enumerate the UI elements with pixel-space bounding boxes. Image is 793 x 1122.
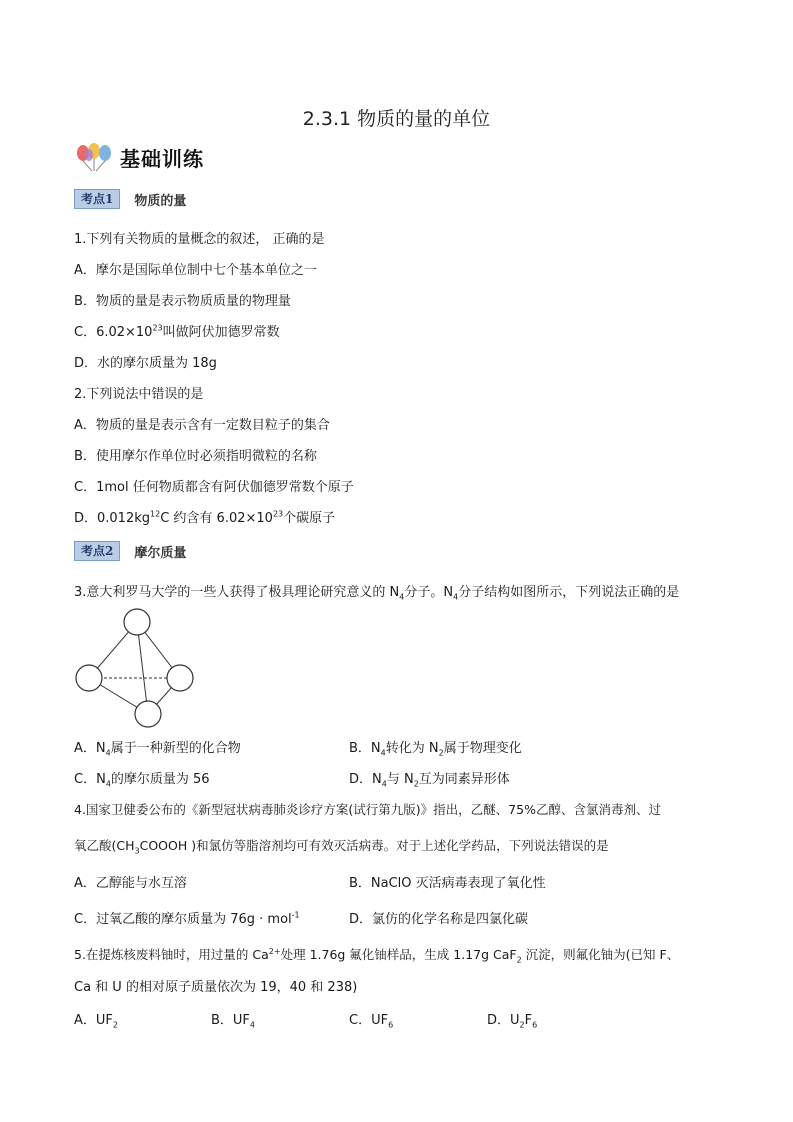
- text: 处理 1.76g 氟化铀样品，生成 1.17g CaF: [280, 947, 517, 962]
- q4-stem-line2: [74, 836, 609, 856]
- text: C．UF: [349, 1013, 389, 1028]
- n4-molecule-diagram: [72, 608, 198, 730]
- text: 3.意大利罗马大学的一些人获得了极具理论研究意义的 N: [74, 585, 400, 600]
- sup: 23: [272, 509, 284, 519]
- text: 分子结构如图所示，下列说法正确的是: [458, 585, 680, 600]
- text: 转化为 N: [385, 741, 439, 756]
- atom: [124, 609, 150, 635]
- text: 叫做阿伏加德罗常数: [162, 325, 280, 340]
- q2-option-d: [74, 507, 335, 526]
- sub: 2: [413, 779, 419, 789]
- q4-option-b: B．NaClO 灭活病毒表现了氧化性: [349, 876, 546, 891]
- section-header-1: [74, 189, 186, 209]
- text: D．N: [349, 772, 382, 787]
- q1-option-d: D．水的摩尔质量为 18g: [74, 356, 217, 371]
- atom: [167, 665, 193, 691]
- sub: 2: [519, 1020, 525, 1030]
- q5-stem-line2: Ca 和 U 的相对原子质量依次为 19，40 和 238): [74, 980, 358, 995]
- section-label: 摩尔质量: [134, 545, 187, 561]
- sub: 4: [105, 779, 111, 789]
- sub: 4: [381, 779, 387, 789]
- text: 互为同素异形体: [418, 772, 510, 787]
- sub: 4: [249, 1020, 256, 1030]
- section-badge: 考点1: [74, 189, 120, 209]
- q1-option-a: A．摩尔是国际单位制中七个基本单位之一: [74, 263, 317, 278]
- text: C 约含有 6.02×10: [160, 511, 273, 526]
- atom: [135, 701, 161, 727]
- sup: 2+: [268, 946, 281, 956]
- text: D．0.012kg: [74, 511, 151, 526]
- sub: 4: [105, 748, 111, 758]
- sub: 2: [438, 748, 444, 758]
- sup: 23: [152, 323, 163, 333]
- sub: 4: [399, 592, 405, 602]
- text: A．N: [74, 741, 106, 756]
- q3-stem: [74, 581, 679, 602]
- text: 5.在提炼核废料铀时，用过量的 Ca: [74, 947, 269, 962]
- text: B．UF: [211, 1013, 250, 1028]
- text: COOOH )和氯仿等脂溶剂均可有效灭活病毒。对于上述化学药品，下列说法错误的是: [139, 838, 609, 853]
- q5-option-c: [349, 1009, 393, 1030]
- q1-option-b: B．物质的量是表示物质质量的物理量: [74, 294, 291, 309]
- text: A．UF: [74, 1013, 113, 1028]
- text: B．N: [349, 741, 381, 756]
- q3-option-b: [349, 737, 522, 758]
- q3-option-a: [74, 737, 241, 758]
- section-label: 物质的量: [134, 193, 187, 209]
- q2-option-a: A．物质的量是表示含有一定数目粒子的集合: [74, 418, 330, 433]
- text: 与 N: [386, 772, 414, 787]
- text: C．6.02×10: [74, 325, 153, 340]
- text: 分子。N: [404, 585, 454, 600]
- q3-option-c: [74, 768, 210, 789]
- q5-option-a: [74, 1009, 118, 1030]
- text: 属于物理变化: [443, 741, 522, 756]
- banner-title: 基础训练: [120, 146, 204, 171]
- text: 的摩尔质量为 56: [110, 772, 210, 787]
- section-banner: [74, 141, 204, 173]
- text: D．U: [487, 1013, 520, 1028]
- sub: 2: [516, 955, 522, 965]
- balloons-icon: [74, 141, 114, 173]
- q5-stem-line1: [74, 945, 679, 965]
- q4-option-a: A．乙醇能与水互溶: [74, 876, 187, 891]
- section-badge: 考点2: [74, 541, 120, 561]
- text: 沉淀，则氟化铀为(已知 F、: [521, 947, 680, 962]
- q1-option-c: [74, 321, 280, 340]
- q4-option-c: [74, 908, 300, 927]
- q5-option-b: [211, 1009, 255, 1030]
- sub: 4: [453, 592, 459, 602]
- q2-stem: 2.下列说法中错误的是: [74, 387, 204, 402]
- section-header-2: [74, 541, 186, 561]
- text: C．N: [74, 772, 106, 787]
- q4-stem-line1: 4.国家卫健委公布的《新型冠状病毒肺炎诊疗方案(试行第九版)》指出，乙醚、75%乙醇、含氯消毒剂、过: [74, 802, 661, 817]
- sub: 6: [388, 1020, 394, 1030]
- sub: 4: [380, 748, 386, 758]
- q3-option-d: [349, 768, 510, 789]
- sub: 6: [532, 1020, 538, 1030]
- bond: [137, 622, 148, 714]
- text: C．过氧乙酸的摩尔质量为 76g · mol: [74, 912, 292, 927]
- q4-option-d: D．氯仿的化学名称是四氯化碳: [349, 912, 529, 927]
- page-title: 2.3.1 物质的量的单位: [302, 108, 491, 130]
- sup: 12: [150, 509, 161, 519]
- sub: 3: [134, 846, 140, 856]
- sub: 2: [112, 1020, 118, 1030]
- q5-option-d: [487, 1009, 537, 1030]
- text: 个碳原子: [283, 511, 336, 526]
- q1-stem: 1.下列有关物质的量概念的叙述， 正确的是: [74, 232, 325, 247]
- atom: [76, 665, 102, 691]
- q2-option-c: C．1mol 任何物质都含有阿伏伽德罗常数个原子: [74, 480, 354, 495]
- q2-option-b: B．使用摩尔作单位时必须指明微粒的名称: [74, 449, 317, 464]
- text: 属于一种新型的化合物: [110, 741, 241, 756]
- text: F: [524, 1013, 533, 1028]
- sup: -1: [291, 910, 300, 920]
- text: 氧乙酸(CH: [74, 838, 135, 853]
